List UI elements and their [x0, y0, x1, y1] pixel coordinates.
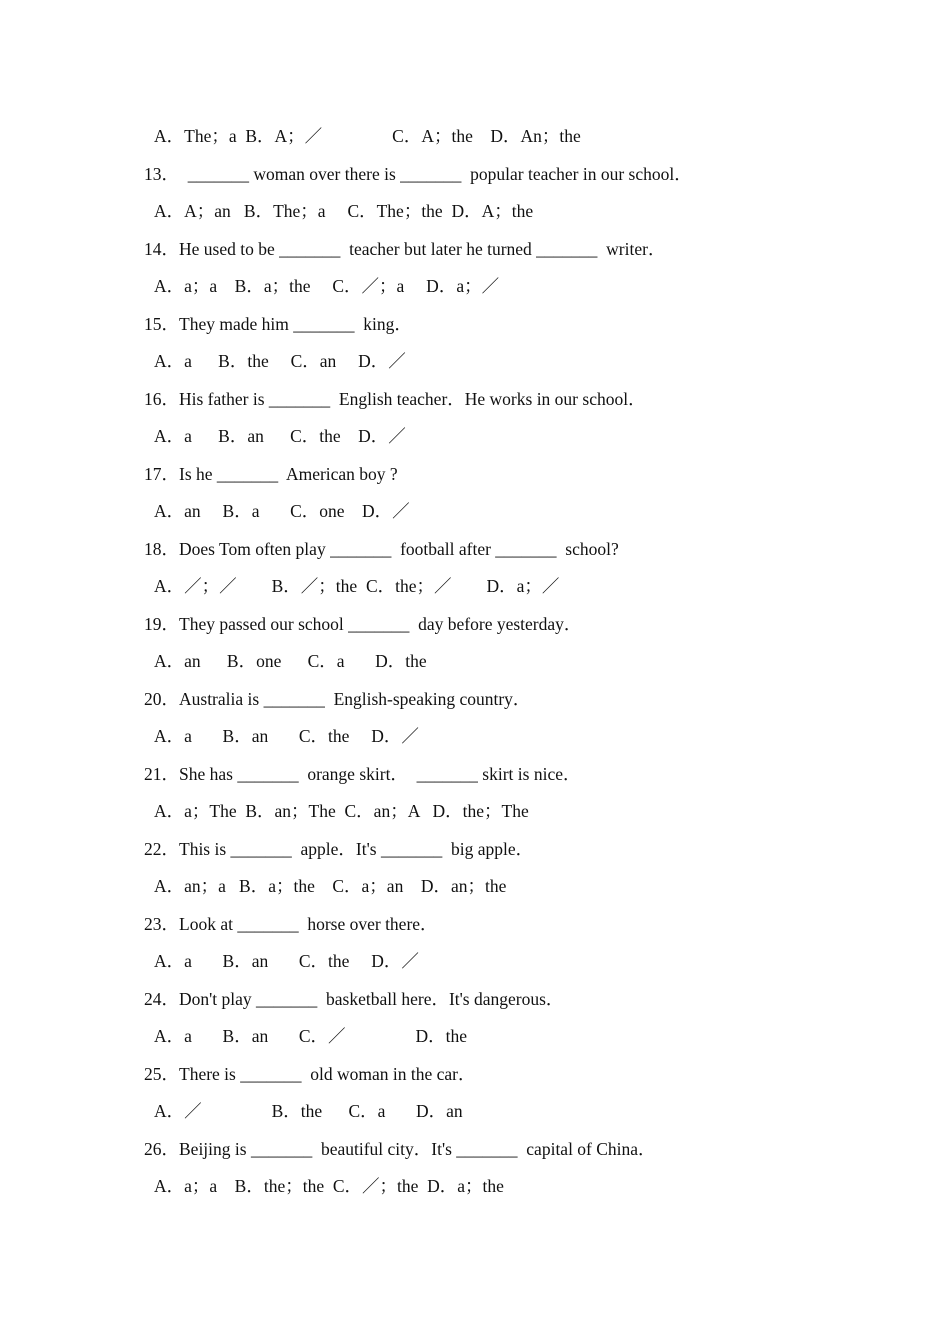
options-line-22: A．an；a B．a；the C．a；an D．an；the — [154, 876, 507, 896]
question-19: 19．They passed our school _______ day before yesterday． — [144, 613, 582, 634]
question-20: 20．Australia is _______ English-speaking country． — [144, 688, 531, 709]
question-13: 13． _______ woman over there is _______ popular teacher in our school． — [144, 163, 692, 184]
options-line-19: A．an B．one C．a D．the — [154, 651, 427, 671]
options-line-24: A．a B．an C．／ D．the — [154, 1026, 468, 1046]
question-23: 23．Look at _______ horse over there． — [144, 913, 438, 934]
question-16: 16．His father is _______ English teacher．He works in our school． — [144, 388, 646, 409]
options-line-25: A．／ B．the C．a D．an — [154, 1101, 463, 1121]
question-26: 26．Beijing is _______ beautiful city．It's _______ capital of China． — [144, 1138, 656, 1159]
question-18: 18．Does Tom often play _______ football after _______ school? — [144, 538, 619, 559]
options-line-13: A．A；an B．The；a C．The；the D．A；the — [154, 201, 534, 221]
question-17: 17．Is he _______ American boy ? — [144, 463, 398, 484]
question-list — [144, 118, 844, 1206]
question-24: 24．Don't play _______ basketball here．It's dangerous． — [144, 988, 564, 1009]
options-line-15: A．a B．the C．an D．／ — [154, 351, 406, 371]
question-14: 14．He used to be _______ teacher but later he turned _______ writer． — [144, 238, 666, 259]
question-21: 21．She has _______ orange skirt． _______ skirt is nice． — [144, 763, 581, 784]
options-line-23: A．a B．an C．the D．／ — [154, 951, 419, 971]
options-line-18: A．／；／ B．／；the C．the；／ D．a；／ — [154, 576, 560, 596]
options-line-21: A．a；The B．an；The C．an；A D．the；The — [154, 801, 529, 821]
options-line-16: A．a B．an C．the D．／ — [154, 426, 406, 446]
question-25: 25．There is _______ old woman in the car． — [144, 1063, 476, 1084]
options-line-14: A．a；a B．a；the C．／；a D．a；／ — [154, 276, 500, 296]
options-line-26: A．a；a B．the；the C．／；the D．a；the — [154, 1176, 504, 1196]
question-22: 22．This is _______ apple．It's _______ big apple． — [144, 838, 534, 859]
options-line-17: A．an B．a C．one D．／ — [154, 501, 410, 521]
options-line-12: A．The；a B．A；／ C．A；the D．An；the — [154, 126, 581, 146]
question-15: 15．They made him _______ king． — [144, 313, 412, 334]
options-line-20: A．a B．an C．the D．／ — [154, 726, 419, 746]
